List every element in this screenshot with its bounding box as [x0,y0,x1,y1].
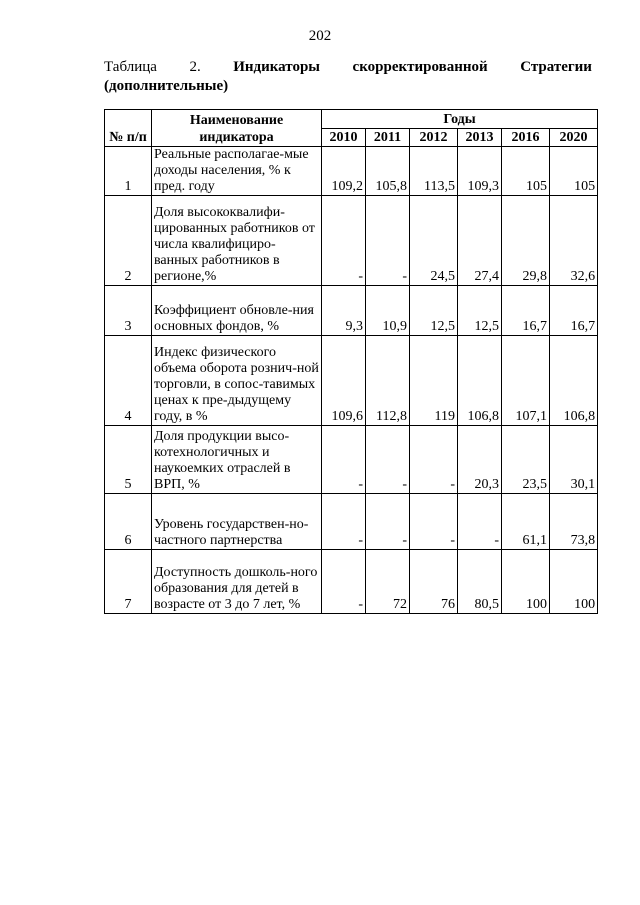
value-cell-2010: - [322,196,366,286]
value-cell-2016: 100 [502,550,550,614]
year-header-2011: 2011 [366,129,410,147]
row-number: 3 [105,286,152,336]
value-cell-2011: 112,8 [366,336,410,426]
page-number: 202 [308,28,332,44]
indicator-name: Доля продукции высо-котехнологичных и наукоемких отраслей в ВРП, % [152,426,322,494]
value-cell-2010: 109,6 [322,336,366,426]
value-cell-2016: 107,1 [502,336,550,426]
header-num-label: № п/п [109,130,147,145]
value-cell-2020: 30,1 [550,426,598,494]
value-cell-2020: 100 [550,550,598,614]
value-cell-2013: 106,8 [458,336,502,426]
value-cell-2013: 27,4 [458,196,502,286]
indicator-name: Доля высококвалифи-цированных работников от числа квалифициро-ванных работников в регионе,% [152,196,322,286]
header-num [105,110,152,147]
table-row [105,286,598,336]
table-row [105,196,598,286]
value-cell-2010: 109,2 [322,147,366,196]
value-cell-2016: 23,5 [502,426,550,494]
value-cell-2011: - [366,494,410,550]
value-cell-2012: - [410,426,458,494]
value-cell-2013: 80,5 [458,550,502,614]
indicator-name: Коэффициент обновле-ния основных фондов, % [152,286,322,336]
value-cell-2016: 105 [502,147,550,196]
value-cell-2010: - [322,494,366,550]
value-cell-2016: 16,7 [502,286,550,336]
header-years: Годы [322,110,598,129]
indicators-table-wrapper [104,109,598,614]
value-cell-2011: 72 [366,550,410,614]
table-body [105,147,598,614]
value-cell-2020: 73,8 [550,494,598,550]
value-cell-2013: - [458,494,502,550]
indicator-name: Уровень государствен-но-частного партнерства [152,494,322,550]
row-number: 1 [105,147,152,196]
value-cell-2016: 29,8 [502,196,550,286]
indicators-table [104,109,598,614]
value-cell-2010: 9,3 [322,286,366,336]
value-cell-2013: 109,3 [458,147,502,196]
caption-line2: (дополнительные) [104,78,229,94]
table-row [105,426,598,494]
year-header-2016: 2016 [502,129,550,147]
value-cell-2012: 113,5 [410,147,458,196]
year-header-2010: 2010 [322,129,366,147]
indicator-name: Реальные располагае-мые доходы населения, % к пред. году [152,147,322,196]
value-cell-2012: 24,5 [410,196,458,286]
value-cell-2013: 12,5 [458,286,502,336]
value-cell-2020: 105 [550,147,598,196]
caption-word2: скорректированной [352,59,488,75]
caption-prefix: Таблица [104,59,157,75]
indicator-name: Индекс физического объема оборота рознич-ной торговли, в сопос-тавимых ценах к пре-дыдущему году, в % [152,336,322,426]
value-cell-2013: 20,3 [458,426,502,494]
year-header-2020: 2020 [550,129,598,147]
value-cell-2012: - [410,494,458,550]
caption-word3: Стратегии [520,59,592,75]
value-cell-2020: 32,6 [550,196,598,286]
value-cell-2020: 16,7 [550,286,598,336]
table-caption [104,58,592,96]
value-cell-2011: - [366,426,410,494]
value-cell-2011: - [366,196,410,286]
indicator-name: Доступность дошколь-ного образования для детей в возрасте от 3 до 7 лет, % [152,550,322,614]
row-number: 7 [105,550,152,614]
value-cell-2012: 12,5 [410,286,458,336]
year-header-2013: 2013 [458,129,502,147]
row-number: 4 [105,336,152,426]
value-cell-2012: 119 [410,336,458,426]
table-row [105,147,598,196]
value-cell-2012: 76 [410,550,458,614]
value-cell-2010: - [322,550,366,614]
header-name [152,110,322,147]
value-cell-2010: - [322,426,366,494]
row-number: 5 [105,426,152,494]
value-cell-2011: 10,9 [366,286,410,336]
table-row [105,494,598,550]
header-name-label: Наименование индикатора [189,113,284,145]
caption-number: 2. [189,59,201,75]
value-cell-2016: 61,1 [502,494,550,550]
table-row [105,550,598,614]
row-number: 2 [105,196,152,286]
row-number: 6 [105,494,152,550]
table-row [105,336,598,426]
value-cell-2020: 106,8 [550,336,598,426]
value-cell-2011: 105,8 [366,147,410,196]
caption-word1: Индикаторы [233,59,321,75]
year-header-2012: 2012 [410,129,458,147]
